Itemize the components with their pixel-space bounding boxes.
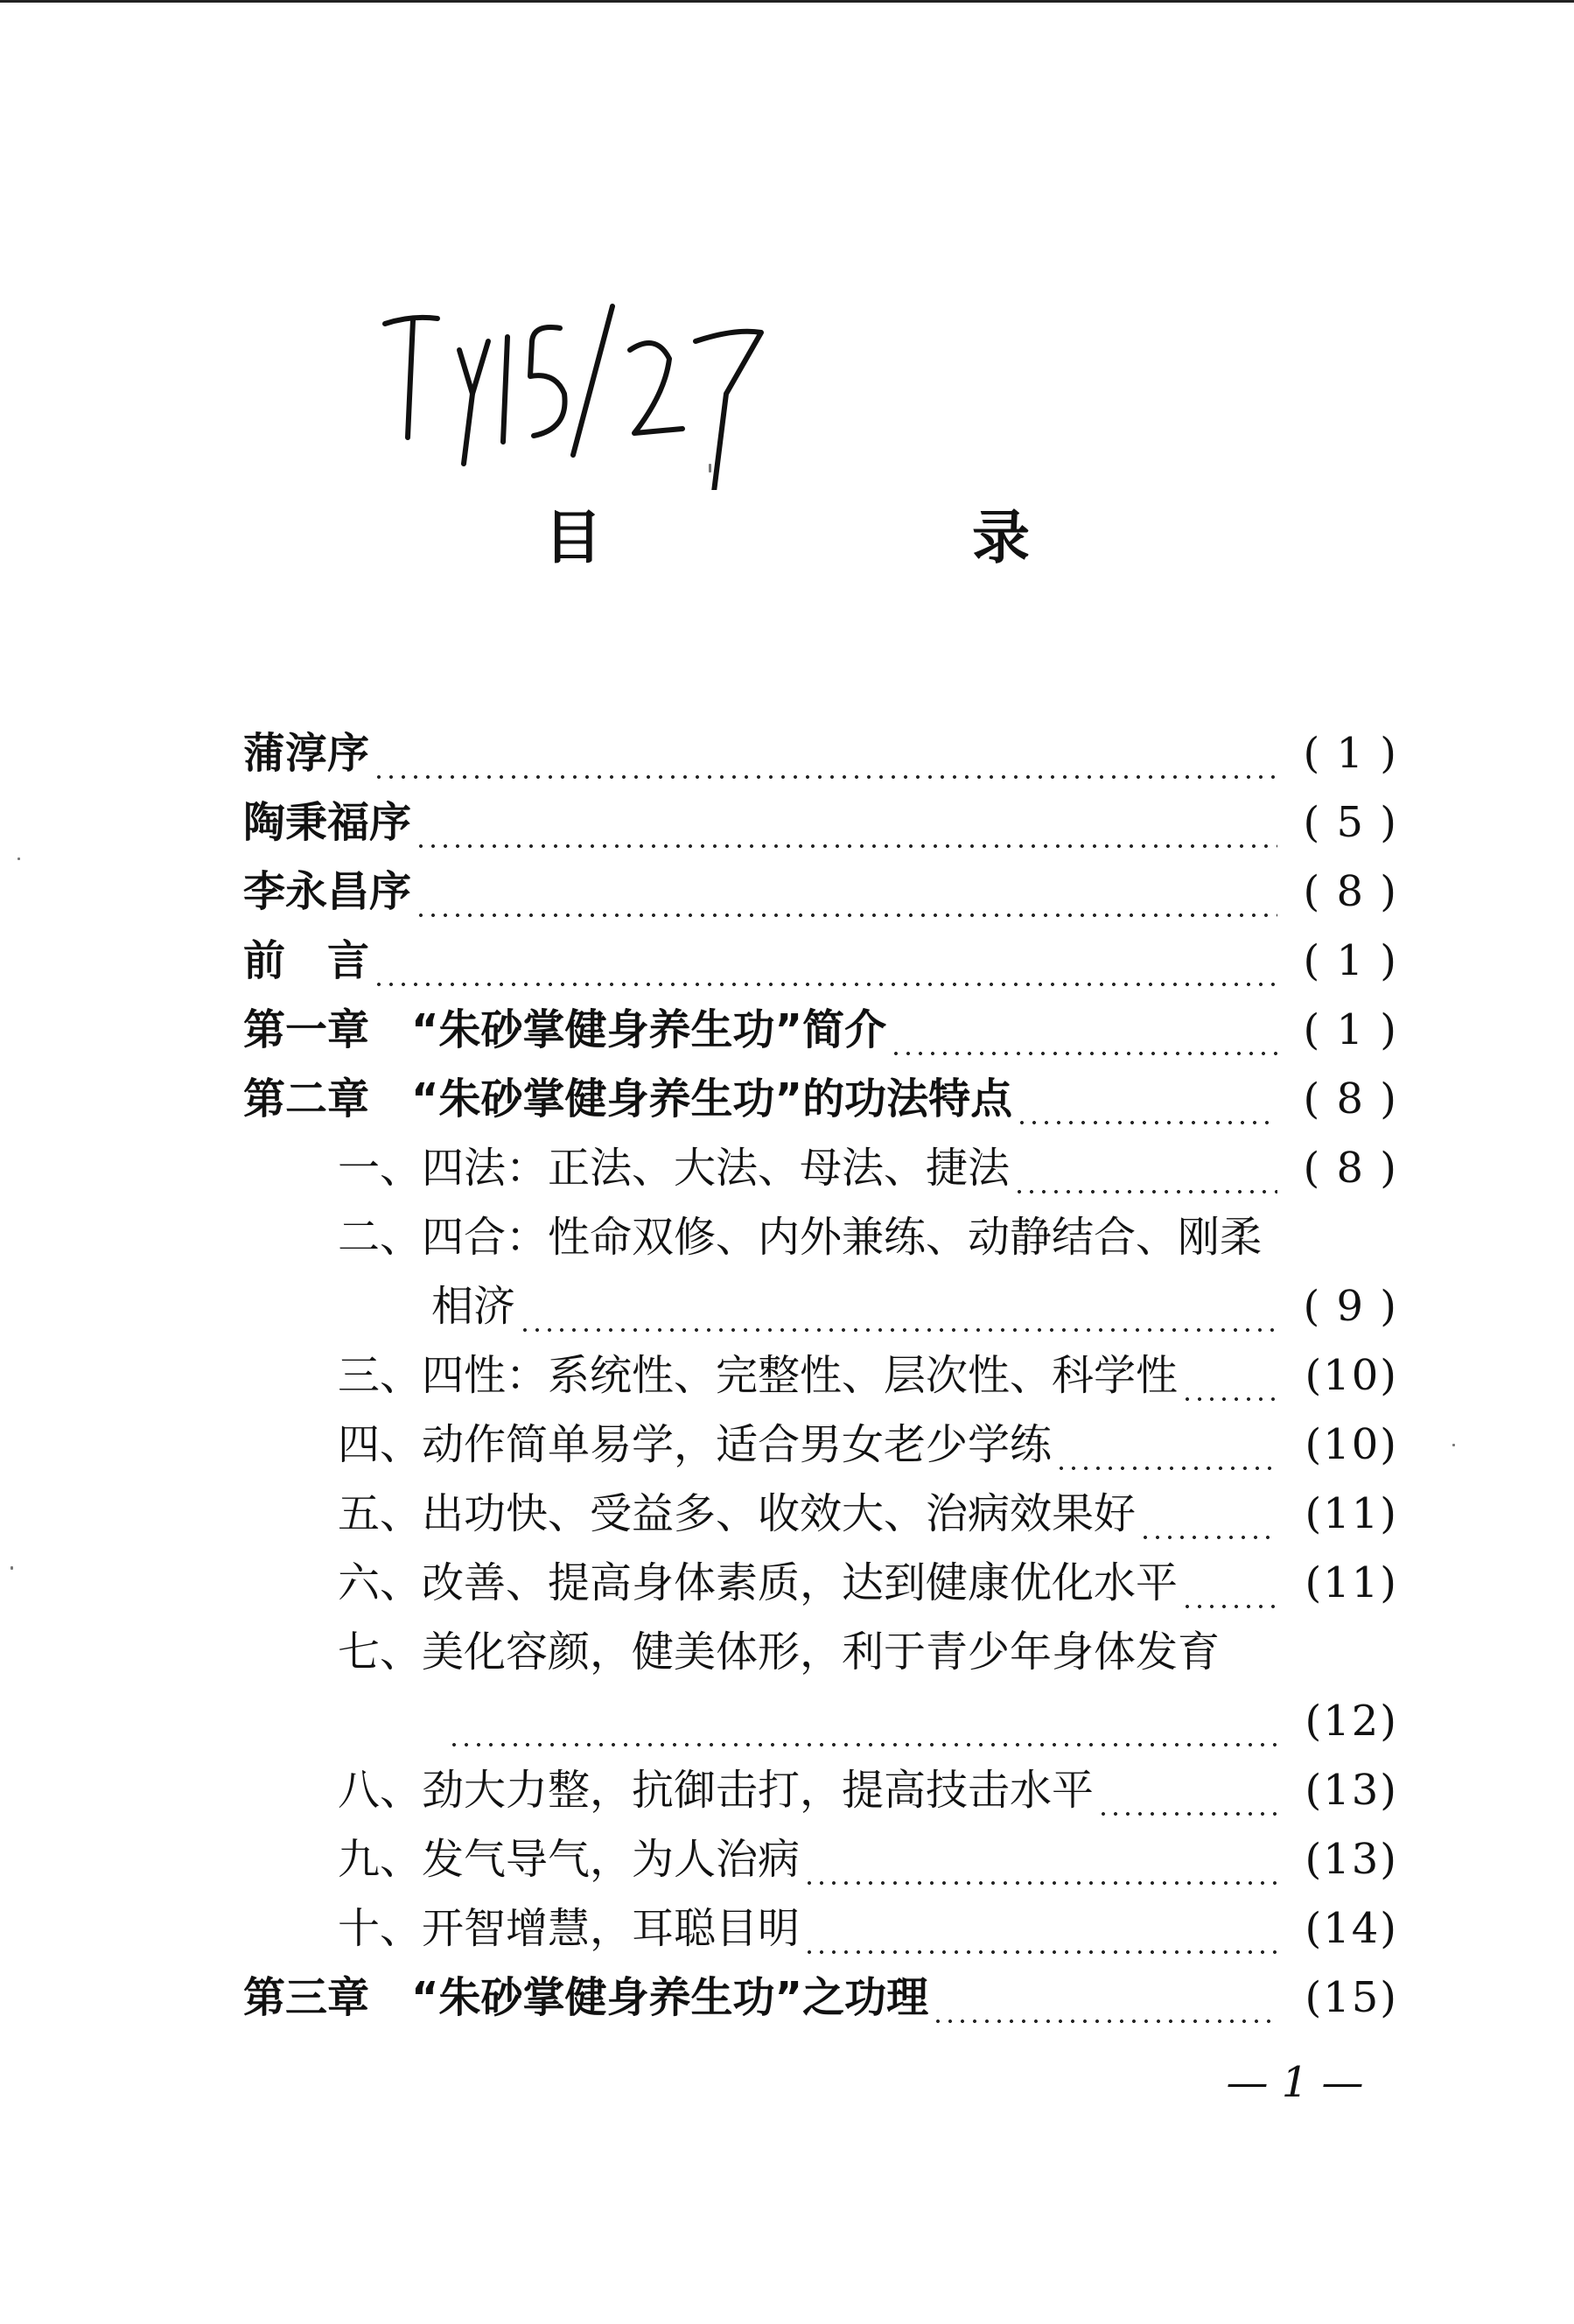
toc-entry [243, 996, 1398, 1065]
toc-entry-label: 蒲淳序 [243, 729, 370, 778]
toc-entry [243, 1065, 1398, 1134]
toc-entry-label: 六、改善、提高身体素质，达到健康优化水平 [338, 1558, 1179, 1607]
toc-entry-page: ( 1 ) [1303, 936, 1398, 985]
toc-entry-label: 九、发气导气，为人治病 [338, 1835, 801, 1884]
toc-entry-page: (13) [1305, 1766, 1398, 1815]
page-number: — 1 — [1226, 2058, 1364, 2107]
toc-entry-label: 四、动作简单易学，适合男女老少学练 [338, 1420, 1053, 1469]
dot-leader [803, 1941, 1277, 1964]
toc-entry-label: 十、开智增慧，耳聪目明 [338, 1904, 801, 1953]
scan-speck [1452, 1444, 1455, 1446]
toc-entry-label: 陶秉福序 [243, 798, 412, 847]
dot-leader [373, 766, 1277, 788]
dot-leader [803, 1872, 1277, 1894]
dot-leader [1055, 1457, 1277, 1480]
toc-entry-page: ( 5 ) [1303, 798, 1398, 847]
toc-entry-label: 第三章 “朱砂掌健身养生功”之功理 [243, 1973, 929, 2022]
dot-leader [415, 835, 1277, 858]
dot-leader [373, 973, 1277, 996]
toc-entry [243, 1341, 1398, 1410]
toc-entry [243, 1964, 1398, 2033]
toc-entry-label: 五、出功快、受益多、收效大、治病效果好 [338, 1489, 1137, 1538]
toc-entry-label: 第二章 “朱砂掌健身养生功”的功法特点 [243, 1074, 1013, 1124]
dot-leader [1097, 1802, 1277, 1825]
toc-entry-page: (10) [1305, 1351, 1398, 1400]
dot-leader [890, 1042, 1277, 1065]
toc-entry-label: 李永昌序 [243, 867, 412, 916]
toc-entry [243, 1272, 1398, 1341]
dot-leader [519, 1319, 1277, 1341]
toc-entry [243, 1687, 1398, 1756]
toc-entry-label: 相济 [431, 1282, 516, 1331]
toc-entry-page: ( 8 ) [1303, 867, 1398, 916]
toc-entry-label: 第一章 “朱砂掌健身养生功”简介 [243, 1005, 887, 1054]
toc-entry [243, 788, 1398, 858]
toc-entry-label: 二、四合：性命双修、内外兼练、动静结合、刚柔 [338, 1213, 1263, 1262]
toc-entry [243, 1203, 1398, 1272]
top-border-line [0, 0, 1574, 3]
toc-entry-label: 七、美化容颜，健美体形，利于青少年身体发育 [338, 1628, 1221, 1676]
page-title: 目 录 [544, 504, 1205, 571]
toc-entry-page: ( 1 ) [1303, 729, 1398, 778]
toc-entry-page: (11) [1305, 1489, 1398, 1538]
scan-speck [709, 464, 711, 472]
toc-entry-page: ( 1 ) [1303, 1005, 1398, 1054]
toc-entry [243, 1894, 1398, 1964]
dot-leader [415, 904, 1277, 927]
dot-leader [1016, 1111, 1277, 1134]
toc-entry-page: (10) [1305, 1420, 1398, 1469]
toc-entry [243, 1549, 1398, 1618]
toc-entry-page: ( 9 ) [1303, 1282, 1398, 1331]
dot-leader [1181, 1388, 1277, 1410]
toc-entry-page: (15) [1305, 1973, 1398, 2022]
dot-leader [932, 2010, 1277, 2033]
toc-entry [243, 1756, 1398, 1825]
dot-leader [448, 1733, 1277, 1756]
toc-entry-page: ( 8 ) [1303, 1074, 1398, 1124]
toc-entry-label: 三、四性：系统性、完整性、层次性、科学性 [338, 1351, 1179, 1400]
scan-speck [10, 1566, 13, 1570]
toc-entry [243, 1618, 1398, 1687]
toc-entry-page: (14) [1305, 1904, 1398, 1953]
toc-entry [243, 719, 1398, 788]
toc-entry-page: (13) [1305, 1835, 1398, 1884]
toc-entry [243, 858, 1398, 927]
scan-speck [17, 858, 20, 860]
dot-leader [1139, 1526, 1277, 1549]
dot-leader [1013, 1180, 1277, 1203]
toc-entry-page: (12) [1305, 1697, 1398, 1746]
toc-entry [243, 1134, 1398, 1203]
handwritten-call-number [376, 289, 796, 490]
toc-entry-page: (11) [1305, 1558, 1398, 1607]
dot-leader [1181, 1595, 1277, 1618]
toc-entry-page: ( 8 ) [1303, 1144, 1398, 1193]
toc-entry [243, 1825, 1398, 1894]
toc-entry [243, 1410, 1398, 1480]
toc-entry-label: 一、四法：正法、大法、母法、捷法 [338, 1144, 1011, 1193]
toc-entry [243, 927, 1398, 996]
toc-entry-label: 前 言 [243, 936, 370, 985]
table-of-contents [243, 719, 1398, 2033]
toc-entry-label: 八、劲大力整，抗御击打，提高技击水平 [338, 1766, 1095, 1815]
toc-entry [243, 1480, 1398, 1549]
